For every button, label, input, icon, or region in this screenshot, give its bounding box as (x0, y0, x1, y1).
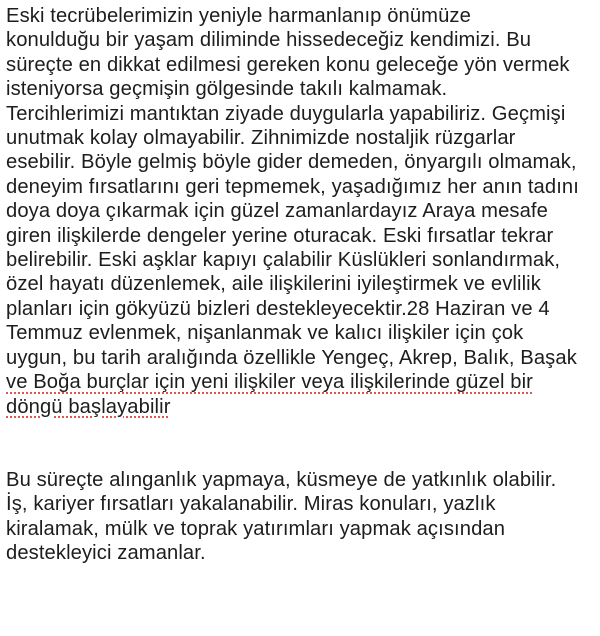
text-line: esebilir. Böyle gelmiş böyle gider demeden, önyargılı olmamak, (6, 151, 577, 174)
text-line: kiralamak, mülk ve toprak yatırımları yapmak açısından (6, 517, 506, 540)
text-line: Tercihlerimizi mantıktan ziyade duygularla yapabiliriz. Geçmişi (6, 102, 566, 125)
text-line: uygun, bu tarih aralığında özellikle Yengeç, Akrep, Balık, Başak (6, 346, 577, 369)
text-line: İş, kariyer fırsatları yakalanabilir. Miras konuları, yazlık (6, 493, 496, 516)
text-line-spellcheck: döngü başlayabilir (6, 395, 171, 418)
text-line: Bu süreçte alınganlık yapmaya, küsmeye de yatkınlık olabilir. (6, 468, 557, 491)
text-line: planları için gökyüzü bizleri destekleyecektir.28 Haziran ve 4 (6, 297, 550, 320)
text-line: belirebilir. Eski aşklar kapıyı çalabilir Küslükleri sonlandırmak, (6, 249, 561, 272)
text-line: deneyim fırsatlarını geri tepmemek, yaşadığımız her anın tadını (6, 175, 579, 198)
paragraph-2 (6, 468, 596, 566)
text-line: süreçte en dikkat edilmesi gereken konu geleceğe yön vermek (6, 53, 570, 76)
text-line: isteniyorsa geçmişin gölgesinde takılı kalmamak. (6, 78, 448, 101)
note-body[interactable] (6, 4, 596, 566)
text-line: Eski tecrübelerimizin yeniyle harmanlanıp önümüze (6, 5, 471, 27)
text-line: konulduğu bir yaşam diliminde hissedeceğiz kendimizi. Bu (6, 29, 532, 52)
text-line: özel hayatı düzenlemek, aile ilişkilerini iyileştirmek ve evlilik (6, 273, 541, 296)
paragraph-gap (6, 419, 596, 468)
text-line: giren ilişkilerde dengeler yerine oturacak. Eski fırsatlar tekrar (6, 224, 554, 247)
text-line-spellcheck: ve Boğa burçlar için yeni ilişkiler veya ilişkilerinde güzel bir (6, 371, 534, 394)
text-line: doya doya çıkarmak için güzel zamanlardayız Araya mesafe (6, 200, 548, 223)
paragraph-1 (6, 4, 596, 419)
text-line: destekleyici zamanlar. (6, 542, 206, 565)
text-line: unutmak kolay olmayabilir. Zihnimizde nostaljik rüzgarlar (6, 127, 516, 150)
text-line: Temmuz evlenmek, nişanlanmak ve kalıcı ilişkiler için çok (6, 322, 524, 345)
